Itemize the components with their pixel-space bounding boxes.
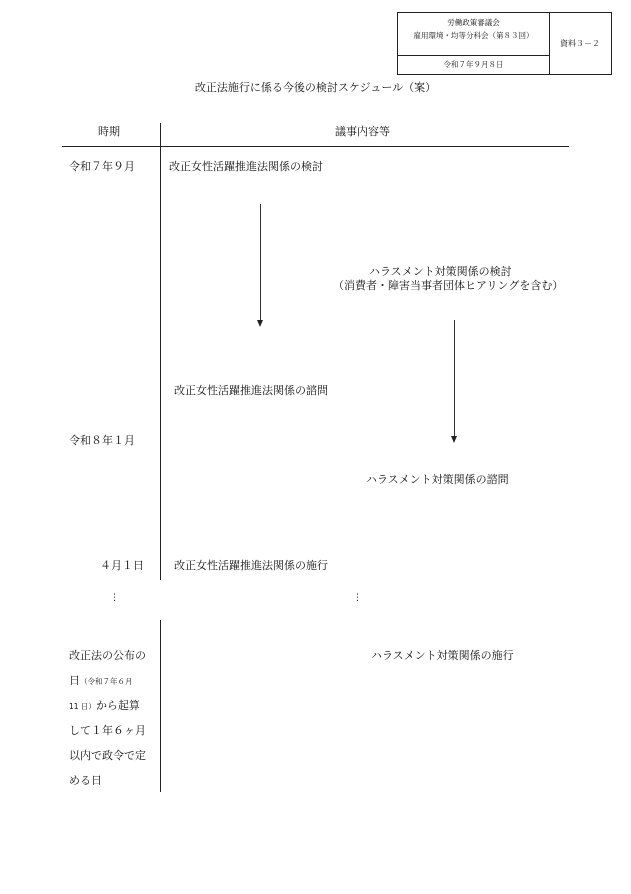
promulgation-line-4: して１年６ヶ月 [69, 724, 146, 737]
promulgation-line-2a: 日 [69, 674, 80, 687]
harassment-review-note: （消費者・障害当事者団体ヒアリングを含む） [333, 279, 564, 292]
arrow-down-icon [257, 320, 263, 327]
womens-act-consultation: 改正女性活躍推進法関係の諮問 [174, 384, 328, 397]
column-header-agenda: 議事内容等 [335, 125, 390, 138]
document-header-box [397, 12, 612, 75]
header-rule [62, 146, 569, 147]
header-divider [398, 55, 549, 56]
arrow-down-icon [451, 436, 457, 443]
womens-act-arrow-line [260, 204, 261, 320]
promulgation-line-1: 改正法の公布の [69, 649, 146, 662]
promulgation-line-5: 以内で政令で定 [69, 749, 146, 762]
promulgation-line-2b: （令和７年６月 [80, 677, 133, 686]
column-separator-upper [160, 123, 161, 580]
promulgation-line-2 [69, 672, 133, 688]
promulgation-line-3a: 11 日） [69, 702, 96, 711]
womens-act-enforcement: 改正女性活躍推進法関係の施行 [174, 559, 328, 572]
promulgation-line-3b: から起算 [95, 699, 140, 712]
period-sep-r7: 令和７年９月 [69, 160, 135, 173]
promulgation-line-3 [69, 697, 140, 713]
womens-act-review: 改正女性活躍推進法関係の検討 [169, 160, 323, 173]
harassment-review: ハラスメント対策関係の検討 [369, 265, 512, 278]
ellipsis-right: ⋮ [353, 593, 362, 603]
column-separator-lower [160, 620, 161, 792]
header-document-id: 資料３－２ [560, 39, 600, 48]
period-apr1: ４月１日 [100, 559, 144, 572]
header-subcommittee-name: 雇用環境・均等分科会（第８３回） [413, 31, 534, 40]
harassment-consultation: ハラスメント対策関係の諮問 [366, 473, 509, 486]
promulgation-line-6: める日 [69, 774, 102, 787]
ellipsis-left: ⋮ [110, 593, 119, 603]
header-date: 令和７年９月８日 [443, 60, 504, 69]
page-title: 改正法施行に係る今後の検討スケジュール（案） [194, 81, 437, 94]
harassment-enforcement: ハラスメント対策関係の施行 [371, 649, 514, 662]
header-council-name: 労働政策審議会 [447, 18, 500, 27]
period-jan-r8: 令和８年１月 [69, 434, 135, 447]
harassment-arrow-line [454, 320, 455, 436]
column-header-period: 時期 [98, 125, 120, 138]
